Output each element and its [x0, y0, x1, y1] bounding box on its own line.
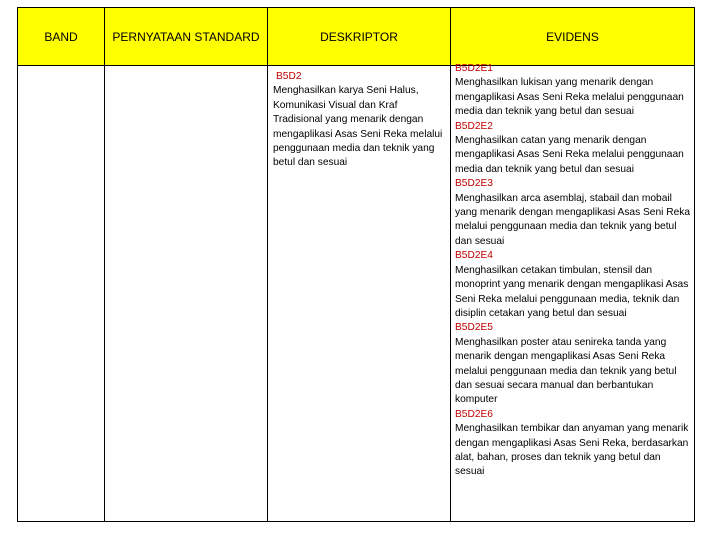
header-deskriptor: DESKRIPTOR	[268, 8, 451, 66]
evidence-text: Menghasilkan catan yang menarik dengan mengaplikasi Asas Seni Reka melalui penggunaan media dan teknik yang betul dan sesuai	[455, 135, 684, 175]
header-evidens: EVIDENS	[451, 8, 695, 66]
descriptor-text: Menghasilkan karya Seni Halus, Komunikasi Visual dan Kraf Tradisional yang menarik dengan mengaplikasi Asas Seni Reka melalui penggunaan media dan teknik yang betul dan sesuai	[273, 85, 443, 169]
evidence-text: Menghasilkan arca asemblaj, stabail dan mobail yang menarik dengan mengaplikasi Asas Seni Reka melalui penggunaan media dan teknik yang betul dan sesuai	[455, 192, 691, 247]
header-pernyataan-standard: PERNYATAAN STANDARD	[105, 8, 268, 66]
evidens-cell	[451, 63, 695, 522]
pernyataan-cell	[105, 66, 268, 522]
evidence-text: Menghasilkan tembikar dan anyaman yang menarik dengan mengaplikasi Asas Seni Reka, berdasarkan alat, bahan, proses dan teknik yang betul dan sesuai	[455, 423, 689, 478]
deskriptor-cell	[268, 66, 451, 522]
evidence-code: B5D2E2	[455, 120, 493, 132]
standard-table	[17, 7, 695, 522]
header-row	[18, 8, 695, 66]
content-row	[18, 66, 695, 522]
evidence-code: B5D2E1	[455, 63, 493, 74]
evidence-text: Menghasilkan poster atau senireka tanda yang menarik dengan mengaplikasi Asas Seni Reka melalui penggunaan media dan teknik yang betul dan sesuai secara manual dan berbantukan komputer	[455, 336, 677, 406]
evidence-code: B5D2E3	[455, 178, 493, 190]
band-cell	[18, 66, 105, 522]
descriptor-code: B5D2	[276, 71, 302, 82]
evidence-text: Menghasilkan lukisan yang menarik dengan mengaplikasi Asas Seni Reka melalui penggunaan media dan teknik yang betul dan sesuai	[455, 77, 684, 118]
evidence-code: B5D2E4	[455, 250, 493, 262]
evidence-code: B5D2E6	[455, 408, 493, 420]
header-band: BAND	[18, 8, 105, 66]
evidence-code: B5D2E5	[455, 322, 493, 334]
evidence-text: Menghasilkan cetakan timbulan, stensil dan monoprint yang menarik dengan mengaplikasi Asas Seni Reka melalui penggunaan media, teknik dan disiplin cetakan yang betul dan sesuai	[455, 264, 689, 319]
